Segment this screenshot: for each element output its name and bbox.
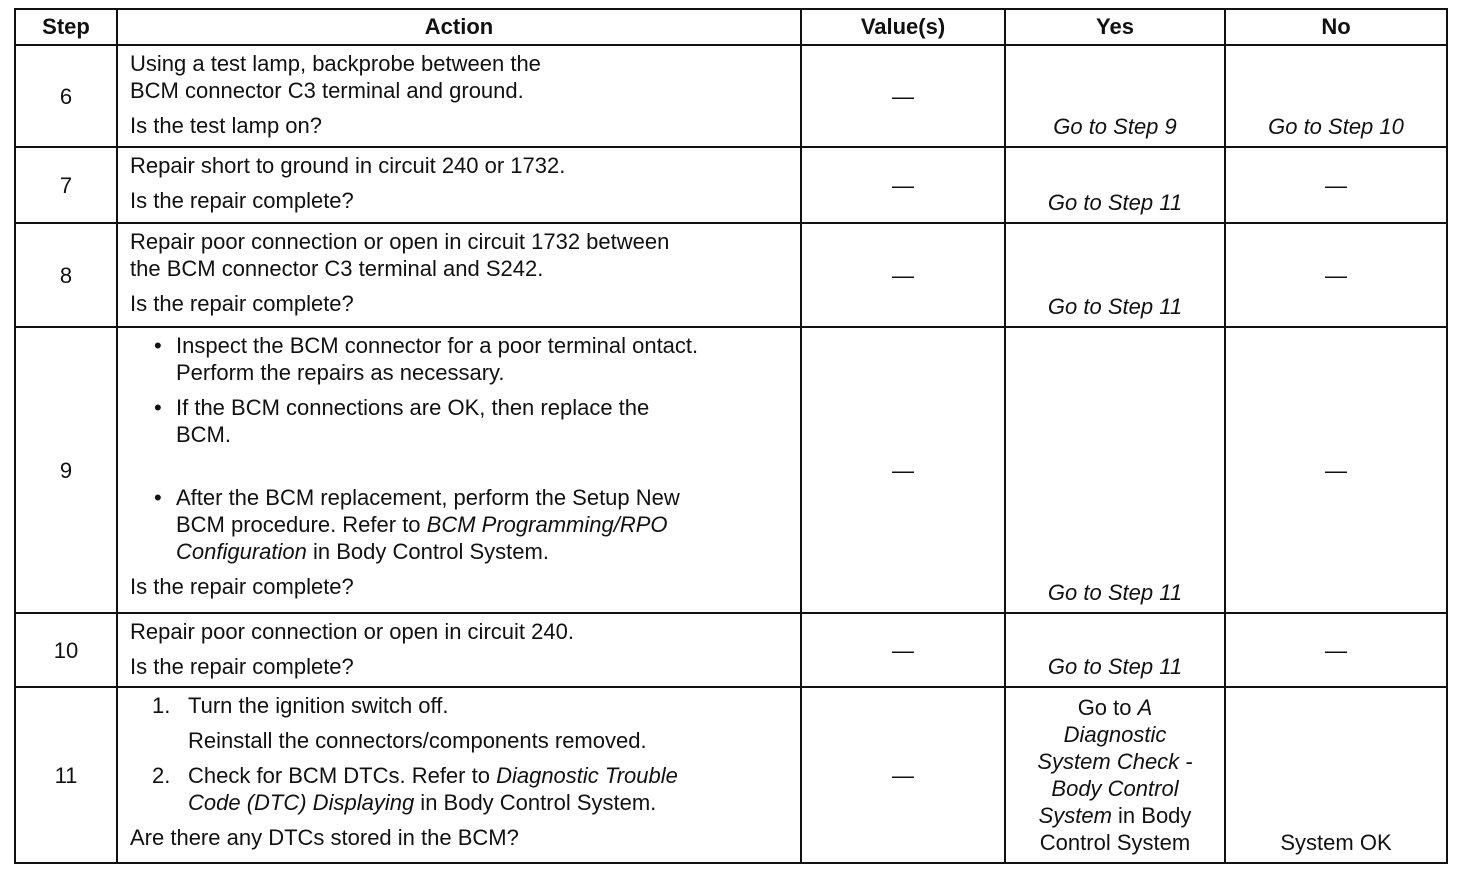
question: Is the repair complete? [130,654,354,679]
list-item: • If the BCM connections are OK, then replace the BCM. [154,395,650,447]
diagnostic-table [14,8,1448,864]
yes-cell: Go to Step 11 [1005,613,1225,687]
table-row [15,223,1447,327]
value-cell: — [801,147,1005,223]
value-cell: — [801,223,1005,327]
step-number: 9 [15,327,117,613]
yes-cell: Go to A Diagnostic System Check - Body Control System in Body Control System [1005,687,1225,863]
question: Is the test lamp on? [130,113,322,138]
no-cell: — [1225,223,1447,327]
header-no: No [1225,9,1447,45]
bullet-icon: • [154,485,162,510]
value-cell: — [801,45,1005,147]
step-number: 7 [15,147,117,223]
yes-cell: Go to Step 11 [1005,147,1225,223]
value-cell: — [801,687,1005,863]
yes-cell: Go to Step 11 [1005,327,1225,613]
no-cell: Go to Step 10 [1225,45,1447,147]
action-cell: Repair poor connection or open in circuit 240. Is the repair complete? [117,613,801,687]
action-cell: Using a test lamp, backprobe between the BCM connector C3 terminal and ground. Is the test lamp on? [117,45,801,147]
list-item: 1. Turn the ignition switch off. Reinstall the connectors/components removed. [152,693,647,753]
question: Are there any DTCs stored in the BCM? [130,825,519,850]
list-item: • Inspect the BCM connector for a poor terminal ontact. Perform the repairs as necessary. [154,333,699,385]
step-number: 11 [15,687,117,863]
header-yes: Yes [1005,9,1225,45]
no-cell: System OK [1225,687,1447,863]
yes-cell: Go to Step 9 [1005,45,1225,147]
action-cell [117,327,801,613]
table-row [15,147,1447,223]
value-cell: — [801,327,1005,613]
question: Is the repair complete? [130,188,354,213]
value-cell: — [801,613,1005,687]
header-step: Step [15,9,117,45]
step-number: 8 [15,223,117,327]
no-cell: — [1225,613,1447,687]
question: Is the repair complete? [130,291,354,316]
header-values: Value(s) [801,9,1005,45]
list-item: • After the BCM replacement, perform the Setup New BCM procedure. Refer to BCM Programming/RPO Configuration in Body Control System. [154,485,680,564]
list-item: 2. Check for BCM DTCs. Refer to Diagnostic Trouble Code (DTC) Displaying in Body Control System. [152,763,678,815]
table-row [15,327,1447,613]
step-number: 10 [15,613,117,687]
action-cell: Repair short to ground in circuit 240 or 1732. Is the repair complete? [117,147,801,223]
bullet-icon: • [154,395,162,420]
header-row [15,9,1447,45]
no-cell: — [1225,147,1447,223]
step-number: 6 [15,45,117,147]
table-row [15,45,1447,147]
action-cell: Repair poor connection or open in circuit 1732 between the BCM connector C3 terminal and S242. Is the repair complete? [117,223,801,327]
table-row [15,687,1447,863]
yes-cell: Go to Step 11 [1005,223,1225,327]
header-action: Action [117,9,801,45]
bullet-icon: • [154,333,162,358]
action-cell [117,687,801,863]
table-row [15,613,1447,687]
question: Is the repair complete? [130,574,354,599]
no-cell: — [1225,327,1447,613]
